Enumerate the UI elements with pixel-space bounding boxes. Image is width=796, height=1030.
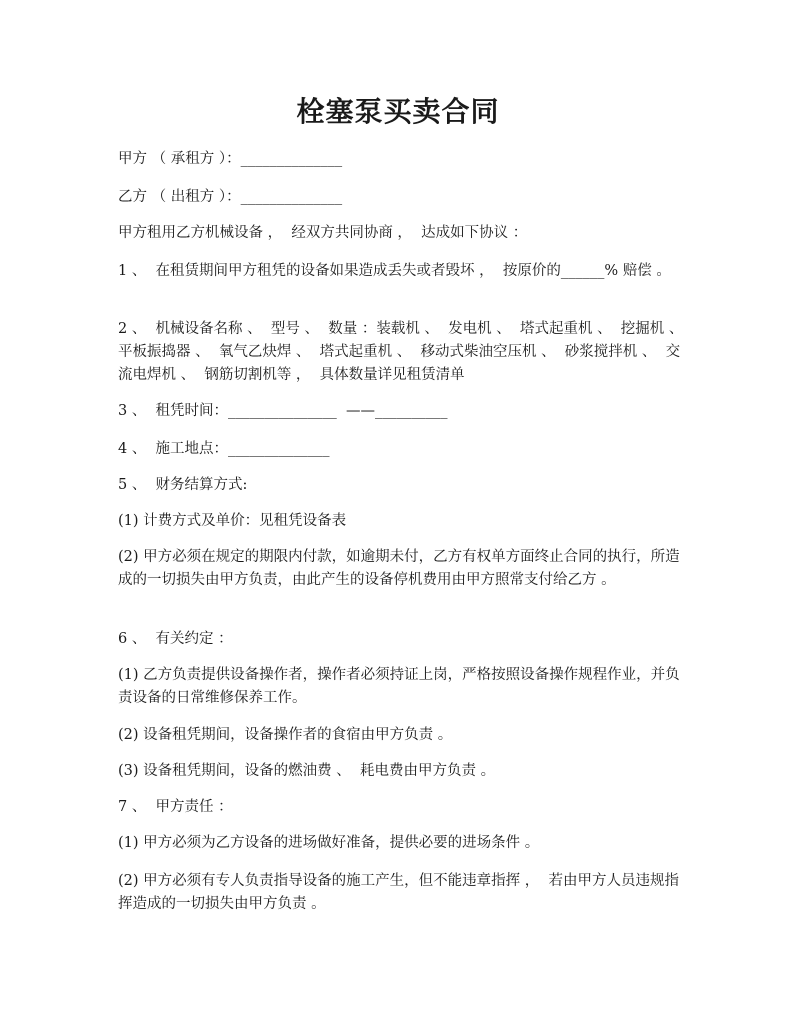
agreement-intro: 甲方租用乙方机械设备 ， 经双方共同协商 ， 达成如下协议 ： <box>118 225 528 241</box>
clause-7-item-2: (2) 甲方必须有专人负责指导设备的施工产生，但不能违章指挥 ， 若由甲方人员违规指挥造成的一切损失由甲方负责 。 <box>118 873 679 912</box>
clause-1: 1 、 在租赁期间甲方租凭的设备如果造成丢失或者毁坏 ， 按原价的______% 赔偿 。 <box>118 263 671 279</box>
clause-6-item-2: (2) 设备租凭期间，设备操作者的食宿由甲方负责 。 <box>118 727 453 743</box>
clause-4: 4 、 施工地点：______________ <box>118 441 330 457</box>
party-b-line: 乙方 （ 出租方 ）：______________ <box>118 189 343 205</box>
clause-6-item-1: (1) 乙方负责提供设备操作者，操作者必须持证上岗，严格按照设备操作规程作业，并负责设备的日常维修保养工作。 <box>118 667 680 706</box>
clause-5-item-1: (1) 计费方式及单价：见租凭设备表 <box>118 513 347 529</box>
party-a-line: 甲方 （ 承租方 ）：______________ <box>118 151 343 167</box>
document-title: 栓塞泵买卖合同 <box>296 95 500 128</box>
clause-6-heading: 6 、 有关约定 ： <box>118 631 233 647</box>
clause-5-item-2: (2) 甲方必须在规定的期限内付款，如逾期未付，乙方有权单方面终止合同的执行，所造成的一切损失由甲方负责，由此产生的设备停机费用由甲方照常支付给乙方 。 <box>118 549 680 588</box>
clause-2: 2 、 机械设备名称 、 型号 、 数量 ：装载机 、 发电机 、 塔式起重机 、 挖掘机 、 平板振捣器 、 氧气乙炔焊 、 塔式起重机 、 移动式柴油空压机 、 砂浆搅拌机 、 交流电焊机 、 钢筋切割机等 ， 具体数量详见租赁清单 <box>118 321 693 383</box>
clause-5-heading: 5 、 财务结算方式: <box>118 477 248 493</box>
clause-3: 3 、 租凭时间：_______________ ——__________ <box>118 403 448 419</box>
clause-7-item-1: (1) 甲方必须为乙方设备的进场做好准备，提供必要的进场条件 。 <box>118 835 540 851</box>
clause-7-heading: 7 、 甲方责任 ： <box>118 799 233 815</box>
clause-6-item-3: (3) 设备租凭期间，设备的燃油费 、 耗电费由甲方负责 。 <box>118 763 496 779</box>
